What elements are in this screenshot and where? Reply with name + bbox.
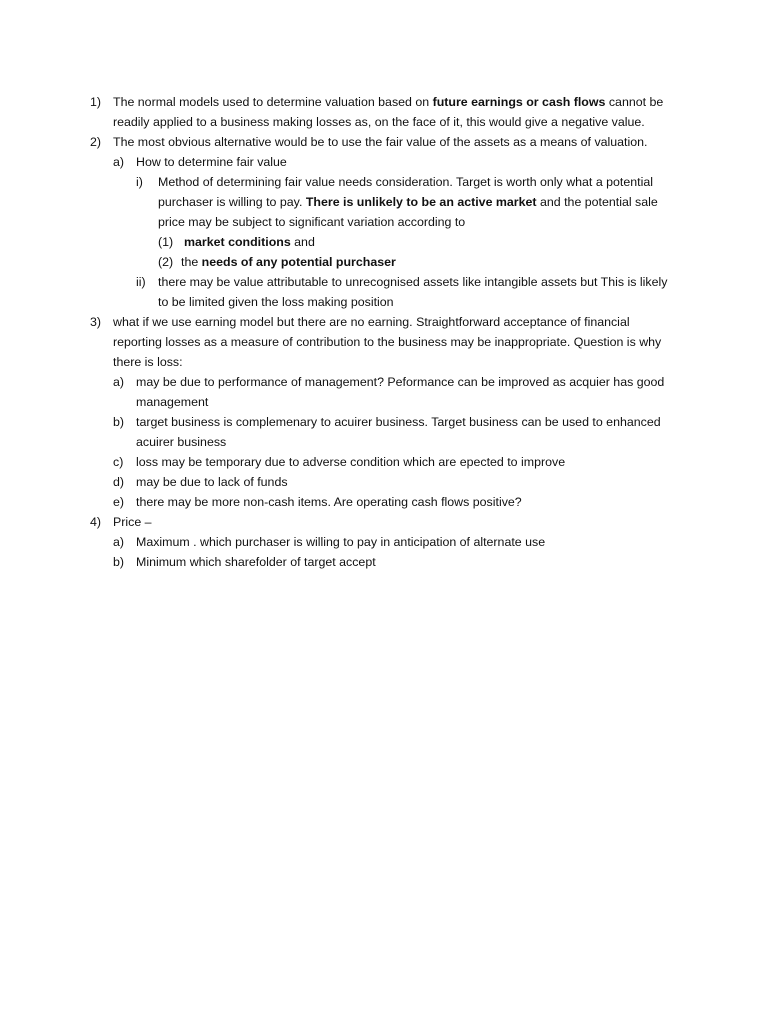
item-1-text-a: The normal models used to determine valuation based on xyxy=(113,95,433,109)
item-1-bold: future earnings or cash flows xyxy=(432,95,606,109)
sub-marker-3c: c) xyxy=(113,455,124,469)
item-2a-i-line-3: price may be subject to significant variation according to xyxy=(158,215,466,229)
item-3d-line-1: may be due to lack of funds xyxy=(136,475,288,489)
item-2a-i-1-bold: market conditions xyxy=(184,235,291,249)
sub-marker-3e: e) xyxy=(113,495,125,509)
item-2a-i-2-pre: the xyxy=(181,255,202,269)
item-2a-ii-line-2: to be limited given the loss making position xyxy=(158,295,394,309)
sub-marker-2a-i-2: (2) xyxy=(158,255,174,269)
sub-marker-2a-i: i) xyxy=(136,175,143,189)
item-2a-i-1-rest: and xyxy=(290,235,315,249)
item-2a-i-line-1: Method of determining fair value needs consideration. Target is worth only what a potential xyxy=(158,175,653,189)
item-3b-line-2: acuirer business xyxy=(136,435,227,449)
item-4-line-1: Price – xyxy=(113,515,152,529)
sub-marker-3b: b) xyxy=(113,415,125,429)
list-marker-4: 4) xyxy=(90,515,102,529)
sub-marker-4a: a) xyxy=(113,535,125,549)
item-3e-line-1: there may be more non-cash items. Are operating cash flows positive? xyxy=(136,495,522,509)
sub-marker-2a-i-1: (1) xyxy=(158,235,174,249)
item-2a-ii-line-1: there may be value attributable to unrecognised assets like intangible assets but This is likely xyxy=(158,275,668,289)
item-1-line-1 xyxy=(113,94,663,110)
item-2-line-1: The most obvious alternative would be to use the fair value of the assets as a means of valuation. xyxy=(113,135,648,149)
item-1-line-2: readily applied to a business making losses as, on the face of it, this would give a negative value. xyxy=(113,115,645,129)
item-4b-line-1: Minimum which sharefolder of target accept xyxy=(136,555,376,569)
item-2a-i-text-c: and the potential sale xyxy=(536,195,658,209)
item-3-line-3: there is loss: xyxy=(113,355,183,369)
item-2a-i-bold: There is unlikely to be an active market xyxy=(305,195,537,209)
item-3b-line-1: target business is complemenary to acuirer business. Target business can be used to enhanced xyxy=(136,415,661,429)
item-3a-line-2: management xyxy=(136,395,209,409)
sub-marker-3d: d) xyxy=(113,475,125,489)
item-2a-i-line-2 xyxy=(158,194,658,210)
item-2a-i-2-text xyxy=(181,254,396,270)
item-3-line-1: what if we use earning model but there are no earning. Straightforward acceptance of financial xyxy=(113,315,630,329)
list-marker-2: 2) xyxy=(90,135,102,149)
list-marker-1: 1) xyxy=(90,95,102,109)
sub-marker-3a: a) xyxy=(113,375,125,389)
sub-marker-2a: a) xyxy=(113,155,125,169)
item-3-line-2: reporting losses as a measure of contribution to the business may be inappropriate. Question is why xyxy=(113,335,662,349)
item-2a-i-1-text xyxy=(184,234,315,250)
sub-marker-4b: b) xyxy=(113,555,125,569)
item-3c-line-1: loss may be temporary due to adverse condition which are epected to improve xyxy=(136,455,566,469)
item-2a-i-2-bold: needs of any potential purchaser xyxy=(201,255,396,269)
item-3a-line-1: may be due to performance of management? Peformance can be improved as acquier has good xyxy=(136,375,665,389)
sub-marker-2a-ii: ii) xyxy=(136,275,146,289)
item-1-text-c: cannot be xyxy=(605,95,664,109)
item-2a-i-text-a: purchaser is willing to pay. xyxy=(158,195,306,209)
item-4a-line-1: Maximum . which purchaser is willing to pay in anticipation of alternate use xyxy=(136,535,546,549)
list-marker-3: 3) xyxy=(90,315,102,329)
item-2a-text: How to determine fair value xyxy=(136,155,287,169)
